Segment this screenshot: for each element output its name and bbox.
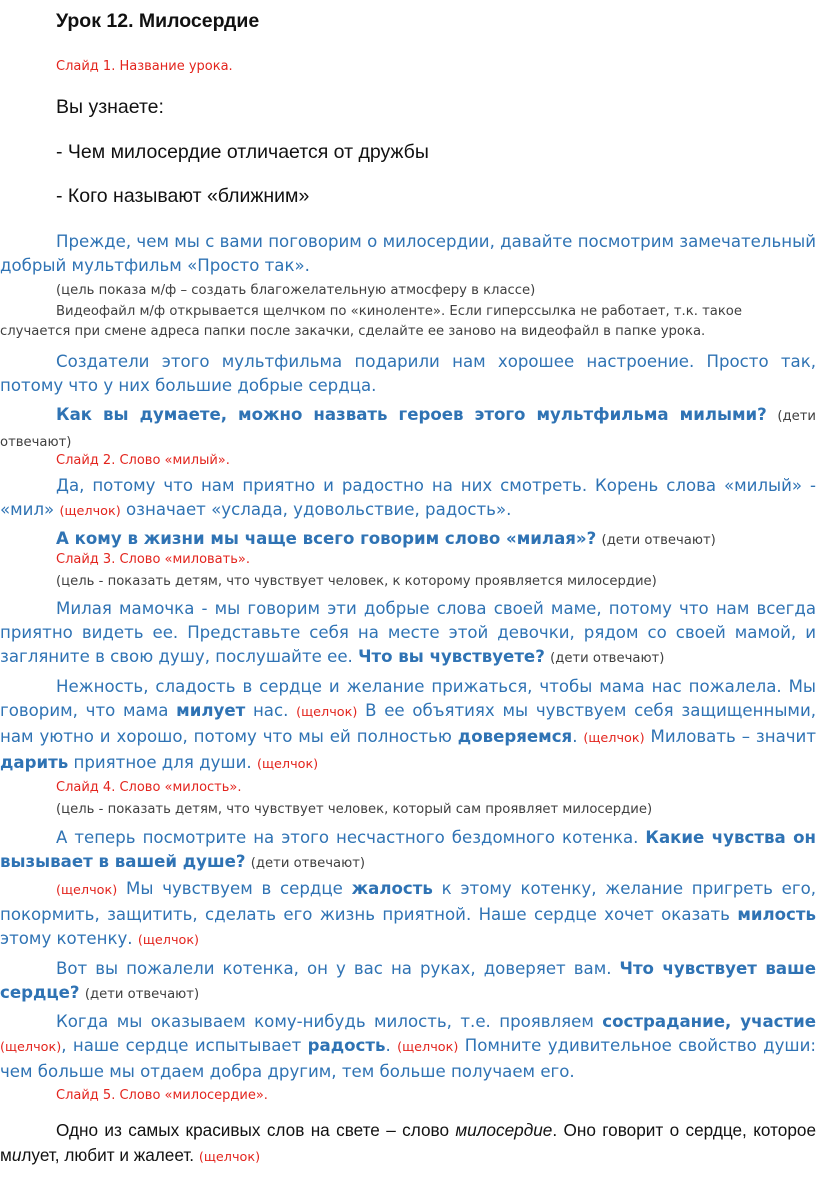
kids-answer-note: (дети отвечают) (550, 651, 665, 666)
note-video-text: Видеофайл м/ф открывается щелчком по «киноленте». Если гиперссылка не работает, т.к. такое случается при смене адреса папки после закачки, сделайте ее заново на видеофайл в папке урока. (0, 304, 742, 339)
click-note: (щелчок) (56, 883, 118, 898)
paragraph-creators (0, 350, 816, 398)
slide-1-label: Слайд 1. Название урока. (56, 59, 233, 74)
paragraph-text: Миловать – значит (650, 727, 816, 746)
paragraph-text: Прежде, чем мы с вами поговорим о милосердии, давайте посмотрим замечательный добрый мультфильм «Просто так». (0, 232, 816, 275)
question-4: Какие чувства он вызывает в вашей душе? (0, 828, 816, 871)
paragraph-miloserdie (0, 1118, 816, 1170)
click-note: (щелчок) (59, 504, 121, 519)
paragraph-text: Помните удивительное свойство души: чем больше мы отдаем добра другим, тем больше получаем его. (0, 1036, 816, 1081)
click-note: (щелчок) (256, 757, 319, 772)
paragraph-text: нас. (252, 701, 289, 720)
slide-4-label: Слайд 4. Слово «милость». (56, 780, 242, 795)
paragraph-text: , наше сердце испытывает (61, 1036, 302, 1055)
click-note: (щелчок) (198, 1150, 261, 1165)
paragraph-text: Вот вы пожалели котенка, он у вас на руках, доверяет вам. (56, 959, 612, 978)
paragraph-mother (0, 597, 816, 671)
paragraph-text: Милая мамочка - мы говорим эти добрые слова своей маме, потому что нам всегда приятно видеть ее. Представьте себя на месте этой девочки, рядом со своей мамой, и загляните в свою душу, послушайте ее. (0, 599, 816, 666)
paragraph-text: к этому котенку, желание пригреть его, покормить, защитить, сделать его жизнь приятной. Наше сердце хочет оказать (0, 879, 816, 924)
kids-answer-note: (дети отвечают) (0, 409, 816, 450)
keyword-miloserdie: милосердие (455, 1120, 553, 1140)
paragraph-text: Да, потому что нам приятно и радостно на них смотреть. Корень слова «милый» - «мил» (0, 476, 816, 519)
note-goal-4: (цель - показать детям, что чувствует человек, который сам проявляет милосердие) (56, 802, 653, 817)
click-note: (щелчок) (397, 1040, 459, 1055)
click-note: (щелчок) (137, 933, 200, 948)
paragraph-tenderness: Нежность, сладость в сердце и желание прижаться, чтобы мама нас пожалела. Мы говорим, что мама милует нас. (щелчок) В ее объятиях мы чувствуем себя защищенными, нам уютно и хорошо, потому что мы ей полностью доверяемся. (щелчок) Миловать – значит дарить приятное для души. (щелчок) (0, 677, 816, 772)
kids-answer-note: (дети отвечают) (250, 856, 366, 871)
slide-2-label: Слайд 2. Слово «милый». (56, 453, 230, 468)
learn-item-1: - Чем милосердие отличается от дружбы (56, 141, 429, 163)
keyword-milyet: милует (176, 701, 246, 720)
paragraph-text: В ее объятиях мы чувствуем себя защищенными, нам уютно и хорошо, потому что мы ей полностью (0, 701, 816, 746)
keyword-doveryaemsya: доверяемся (457, 727, 573, 746)
keyword-milost: милость (737, 905, 816, 924)
kids-answer-note: (дети отвечают) (601, 533, 716, 548)
question-2: А кому в жизни мы чаще всего говорим слово «милая»? (56, 529, 597, 548)
click-note: (щелчок) (583, 731, 645, 746)
paragraph-pity (0, 877, 816, 953)
paragraph-compassion: Когда мы оказываем кому-нибудь милость, т.е. проявляем сострадание, участие (щелчок), наше сердце испытывает радость. (щелчок) Помните удивительное свойство души: чем больше мы отдаем добра другим, тем больше получаем его. (0, 1012, 816, 1081)
paragraph-question-1 (0, 403, 816, 455)
question-1: Как вы думаете, можно назвать героев этого мультфильма милыми? (56, 405, 767, 424)
paragraph-mil-root (0, 474, 816, 524)
note-goal-3: (цель - показать детям, что чувствует человек, к которому проявляется милосердие) (56, 574, 657, 589)
paragraph-text: приятное для души. (73, 753, 252, 772)
note-video (0, 302, 816, 342)
note-goal-1: (цель показа м/ф – создать благожелательную атмосферу в классе) (56, 283, 536, 298)
paragraph-text: этому котенку. (0, 929, 133, 948)
click-note: (щелчок) (0, 1040, 62, 1055)
lesson-title: Урок 12. Милосердие (56, 10, 260, 32)
click-note: (щелчок) (296, 705, 358, 720)
slide-3-label: Слайд 3. Слово «миловать». (56, 552, 250, 567)
question-3: Что вы чувствуете? (358, 647, 545, 666)
paragraph-text: А теперь посмотрите на этого несчастного бездомного котенка. (56, 828, 639, 847)
keyword-sostradanie: сострадание, участие (602, 1012, 816, 1031)
paragraph-text: Одно из самых красивых слов на свете – слово (56, 1120, 450, 1140)
paragraph-text: Нежность, сладость в сердце и желание прижаться, чтобы мама нас пожалела. Мы говорим, что мама (0, 677, 816, 720)
intro-text: Вы узнаете: (56, 96, 164, 118)
keyword-darit: дарить (0, 753, 69, 772)
stressed-letter: и (11, 1145, 22, 1165)
paragraph-text: Создатели этого мультфильма подарили нам хорошее настроение. Просто так, потому что у них большие добрые сердца. (0, 352, 816, 395)
keyword-radost: радость (307, 1036, 386, 1055)
kids-answer-note: (дети отвечают) (84, 987, 200, 1002)
paragraph-kitten-trust (0, 957, 816, 1007)
question-5: Что чувствует ваше сердце? (0, 959, 816, 1002)
paragraph-text: Когда мы оказываем кому-нибудь милость, т.е. проявляем (56, 1012, 594, 1031)
paragraph-kitten (0, 826, 816, 876)
paragraph-text: Мы чувствуем в сердце (126, 879, 343, 898)
slide-5-label: Слайд 5. Слово «милосердие». (56, 1088, 268, 1103)
keyword-zhalost: жалость (351, 879, 433, 898)
paragraph-text: лует, любит и жалеет. (21, 1145, 195, 1165)
paragraph-text: означает «услада, удовольствие, радость». (126, 500, 512, 519)
paragraph-text: . Оно говорит о сердце, которое м (0, 1120, 816, 1165)
paragraph-question-2 (0, 527, 816, 553)
learn-item-2: - Кого называют «ближним» (56, 185, 310, 207)
paragraph-intro-cartoon (0, 230, 816, 278)
